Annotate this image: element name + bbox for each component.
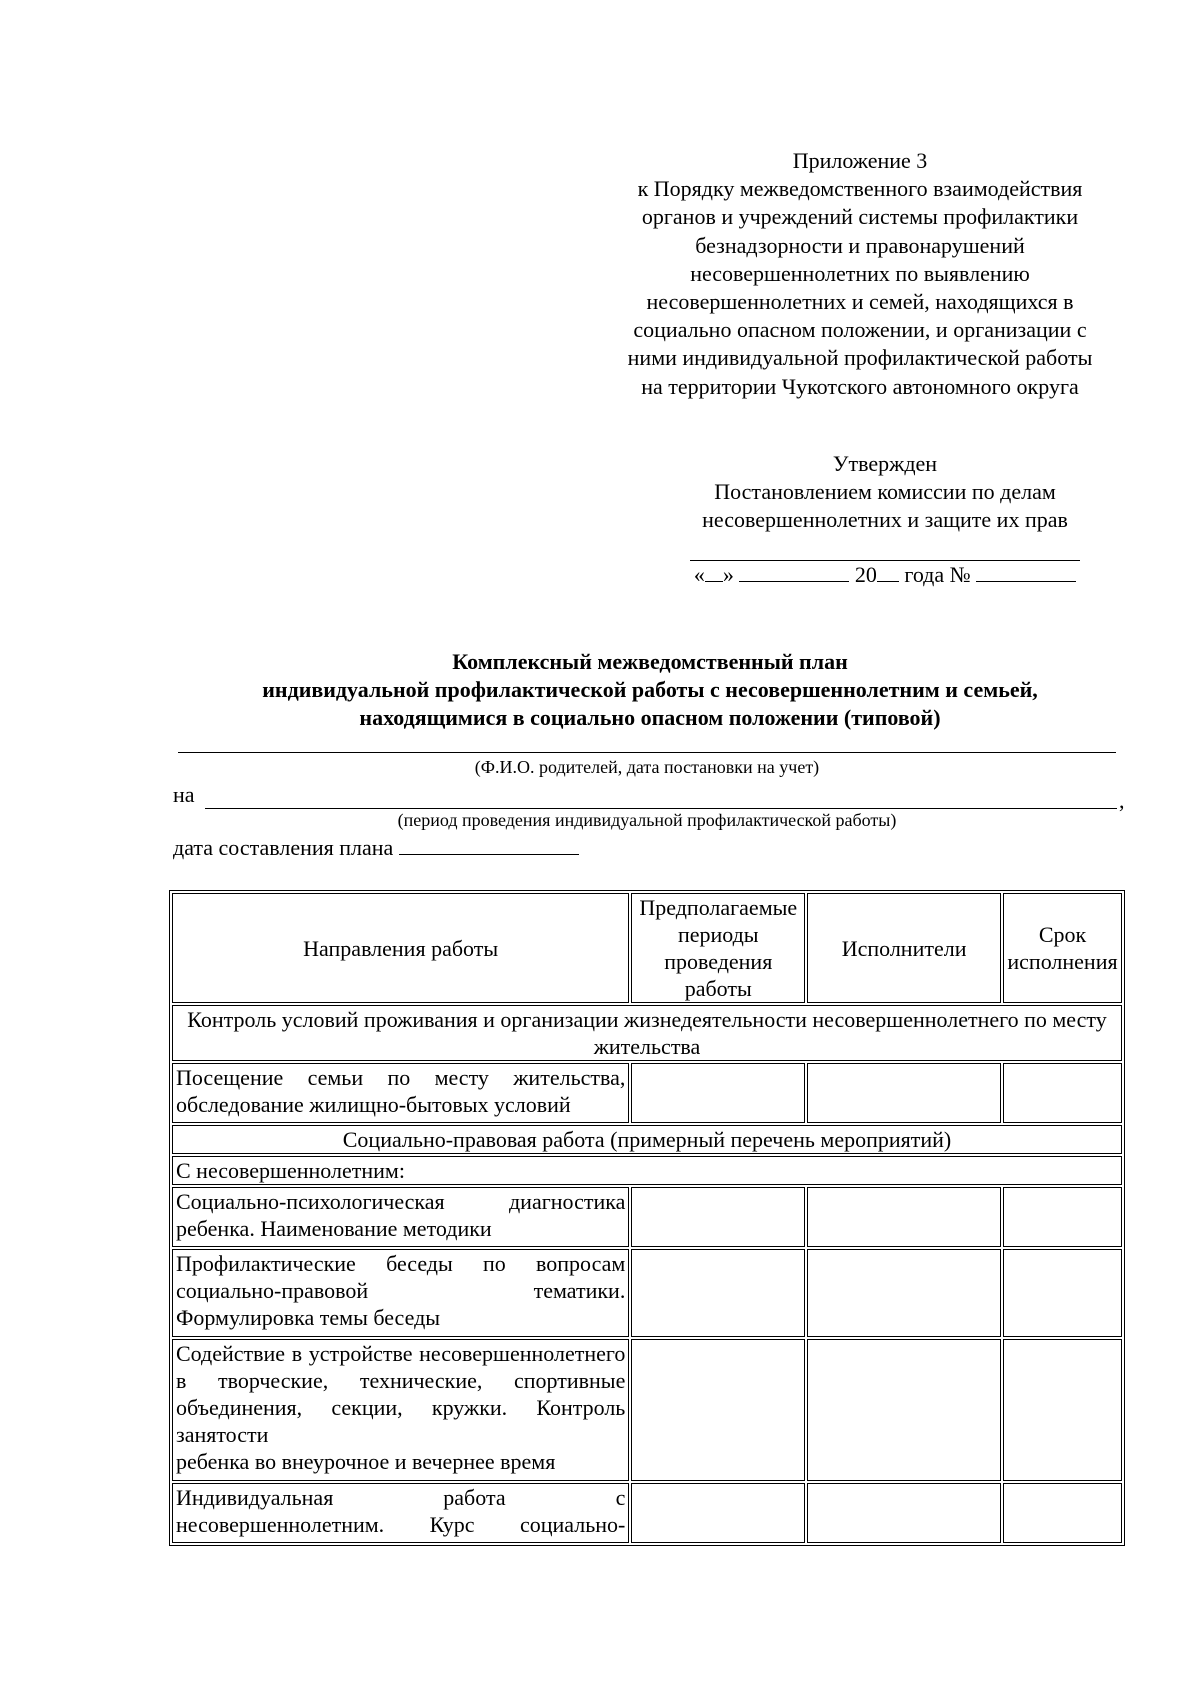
fio-blank[interactable] (178, 752, 1116, 753)
approval-signature-blank[interactable] (690, 534, 1080, 561)
table-row (172, 1483, 1122, 1543)
row-direction: Социально-психологическая диагностика ребенка. Наименование методики (172, 1187, 629, 1247)
section-social-legal: Социально-правовая работа (примерный перечень мероприятий) (172, 1125, 1122, 1154)
na-comma: , (1119, 788, 1125, 813)
approval-date-line (660, 561, 1110, 589)
plan-table (169, 890, 1125, 1546)
approval-block (660, 450, 1110, 589)
row-period-cell[interactable] (631, 1249, 805, 1337)
header-executors: Исполнители (807, 893, 1001, 1003)
header-periods: Предполагаемые периоды проведения работы (631, 893, 805, 1003)
section-living-conditions: Контроль условий проживания и организации жизнедеятельности несовершеннолетнего по месту жительства (172, 1005, 1122, 1061)
appendix-block (590, 147, 1130, 401)
appendix-line: органов и учреждений системы профилактики (641, 204, 1079, 230)
row-period-cell[interactable] (631, 1063, 805, 1123)
quote-close: » (722, 562, 734, 587)
approval-line: Постановлением комиссии по делам (714, 479, 1056, 504)
year-suffix: года № (904, 562, 971, 587)
section-row (172, 1125, 1122, 1154)
plan-date-row (173, 834, 579, 861)
table-row (172, 1187, 1122, 1247)
quote-open: « (693, 562, 705, 587)
plan-date-label: дата составления плана (173, 835, 394, 860)
subsection-minor: С несовершеннолетним: (172, 1156, 1122, 1185)
appendix-line: Приложение 3 (792, 148, 928, 173)
row-executor-cell[interactable] (807, 1187, 1001, 1247)
approval-title: Утвержден (832, 451, 938, 476)
year-blank[interactable] (877, 561, 899, 582)
table-row (172, 1249, 1122, 1337)
row-period-cell[interactable] (631, 1483, 805, 1543)
plan-title-line: находящимися в социально опасном положении (типовой) (359, 705, 941, 730)
plan-title-line: Комплексный межведомственный план (452, 649, 848, 674)
number-blank[interactable] (976, 561, 1076, 582)
row-deadline-cell[interactable] (1003, 1483, 1122, 1543)
row-direction: Профилактические беседы по вопросам социально-правовой тематики. Формулировка темы беседы (172, 1249, 629, 1337)
table-row (172, 1063, 1122, 1123)
row-direction: Посещение семьи по месту жительства, обследование жилищно-бытовых условий (172, 1063, 629, 1123)
appendix-line: к Порядку межведомственного взаимодействия (637, 176, 1083, 202)
fio-caption: (Ф.И.О. родителей, дата постановки на учет) (474, 757, 820, 777)
row-direction: Содействие в устройстве несовершеннолетнего в творческие, технические, спортивные объединения, секции, кружки. Контроль занятости ребенка во внеурочное и вечернее время (172, 1339, 629, 1481)
row-deadline-cell[interactable] (1003, 1063, 1122, 1123)
header-deadline: Срок исполнения (1003, 893, 1122, 1003)
subsection-row (172, 1156, 1122, 1185)
appendix-line: ними индивидуальной профилактической работы (627, 345, 1093, 371)
row-deadline-cell[interactable] (1003, 1339, 1122, 1481)
table-row (172, 1339, 1122, 1481)
row-executor-cell[interactable] (807, 1063, 1001, 1123)
section-row (172, 1005, 1122, 1061)
appendix-line: безнадзорности и правонарушений (695, 232, 1025, 258)
plan-title (160, 648, 1140, 732)
appendix-line: на территории Чукотского автономного округа (641, 373, 1079, 399)
period-blank[interactable] (205, 808, 1117, 809)
plan-date-blank[interactable] (399, 834, 579, 855)
day-blank[interactable] (705, 561, 723, 582)
row-period-cell[interactable] (631, 1187, 805, 1247)
row-deadline-cell[interactable] (1003, 1249, 1122, 1337)
year-prefix: 20 (854, 562, 877, 587)
row-executor-cell[interactable] (807, 1249, 1001, 1337)
appendix-line: несовершеннолетних по выявлению (690, 260, 1030, 286)
approval-line: несовершеннолетних и защите их прав (702, 507, 1068, 532)
row-executor-cell[interactable] (807, 1483, 1001, 1543)
appendix-line: социально опасном положении, и организации с (633, 317, 1087, 343)
row-direction: Индивидуальная работа с несовершеннолетним. Курс социально- (172, 1483, 629, 1543)
na-label: на (173, 782, 195, 807)
plan-title-line: индивидуальной профилактической работы с несовершеннолетним и семьей, (262, 677, 1038, 702)
appendix-line: несовершеннолетних и семей, находящихся в (646, 289, 1074, 315)
row-deadline-cell[interactable] (1003, 1187, 1122, 1247)
row-executor-cell[interactable] (807, 1339, 1001, 1481)
period-caption: (период проведения индивидуальной профилактической работы) (397, 810, 897, 830)
month-blank[interactable] (739, 561, 849, 582)
header-directions: Направления работы (172, 893, 629, 1003)
row-period-cell[interactable] (631, 1339, 805, 1481)
table-header-row (172, 893, 1122, 1003)
